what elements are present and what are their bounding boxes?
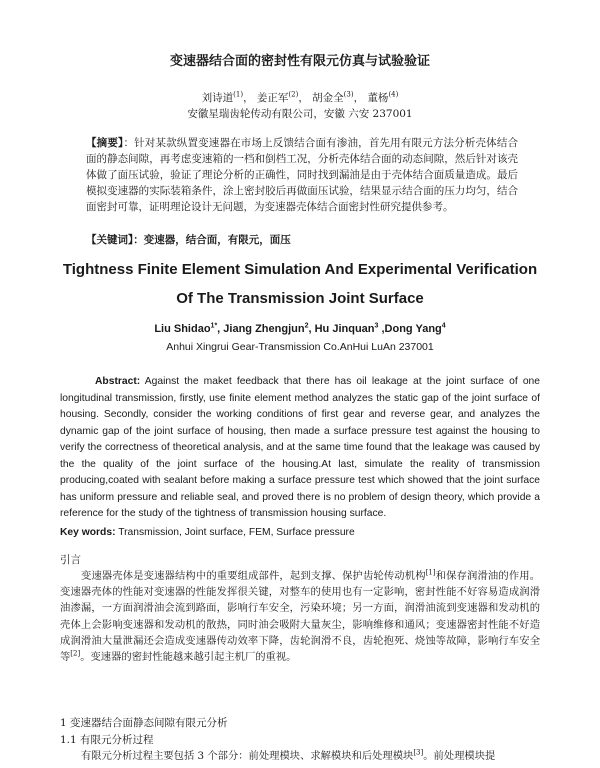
paragraph-text: 。变速器的密封性能越来越引起主机厂的重视。	[80, 651, 297, 664]
english-title-line-2: Of The Transmission Joint Surface	[176, 290, 424, 307]
chinese-affiliation: 安徽星瑞齿轮传动有限公司，安徽 六安 237001	[187, 108, 413, 120]
author-separator: ，	[353, 92, 365, 104]
introduction-paragraph	[60, 568, 540, 665]
paragraph-text: 和保存润滑油的作用。变速器壳体的性能对变速器的性能发挥很关键，对整车的使用也有一定影响，密封性能不好容易造成润滑油渗漏，一方面润滑油会流到路面，影响行车安全，污染环境；另一方面，润滑油流到变速器和发动机的壳体上会影响变速器和发动机的散热，同时油会吸附大量灰尘，影响维修和通风；变速器密封性能不好造成润滑油大量泄漏还会造成变速器传动效率下降，齿轮润滑不良，齿轮抱死、烧蚀等故障，影响行车安全等	[60, 570, 540, 664]
author-name: Dong Yang	[384, 323, 442, 335]
english-abstract	[60, 374, 540, 523]
chinese-abstract	[86, 135, 518, 215]
english-keywords-label: Key words:	[60, 527, 116, 538]
citation-ref: [1]	[425, 568, 436, 577]
section-1-1-paragraph	[60, 748, 540, 766]
author-name: Jiang Zhengjun	[223, 323, 305, 335]
english-abstract-text: Against the maket feedback that there has oil leakage at the joint surface of one longitudinal transmission, firstly, use finite element method analyzes the static gap of the joint surface of housing. Secondly, consider the working conditions of first gear and reverse gear, and analyzes the dynamic gap of the joint surface of housing, then made a surface pressure test against the housing to verify the correctness of theoretical analysis, and at the same time found that the leakage was caused by the the quality of the joint surface of the housing.At last, simulate the reality of transmission producing,coated with sealant before making a surface pressure test which showed that the joint surface has uniform pressure and reliable seal, and proved there is no problem of design theory, which provide a reference for the study of the tightness of transmission housing surface.	[60, 376, 540, 519]
paragraph-text: 变速器壳体是变速器结构中的重要组成部件，起到支撑、保护齿轮传动机构	[81, 570, 426, 582]
chinese-authors	[0, 90, 600, 105]
author-mark: 2	[304, 322, 309, 330]
english-keywords	[60, 527, 540, 538]
english-title-line-1: Tightness Finite Element Simulation And Experimental Verification	[62, 261, 538, 278]
author-name: 刘诗道	[201, 92, 234, 104]
author-separator: ，	[243, 92, 254, 104]
author-name: Hu Jinquan	[314, 323, 375, 335]
chinese-keywords-label: 【关键词】	[86, 234, 134, 246]
chinese-abstract-text: ：针对某款纵置变速器在市场上反馈结合面有渗油，首先用有限元方法分析壳体结合面的静态间隙，再考虑变速箱的一档和倒档工况，分析壳体结合面的动态间隙，然后针对该壳体做了面压试验，验证了理论分析的正确性，同时找到漏油是由于壳体结合面质量造成。最后模拟变速器的实际装箱条件，涂上密封胶后再做面压试验，结果显示结合面的压力均匀，结合面密封可靠，证明理论设计无问题，为变速器壳体结合面密封性研究提供参考。	[86, 137, 519, 213]
author-mark: 3	[374, 322, 379, 330]
section-1-1-heading: 1.1 有限元分析过程	[60, 734, 154, 746]
citation-ref: [2]	[70, 649, 81, 658]
author-name: Liu Shidao	[154, 323, 211, 335]
author-mark: 4	[441, 322, 446, 330]
author-separator: ,	[217, 323, 224, 335]
chinese-keywords	[86, 232, 518, 247]
section-1-heading: 1 变速器结合面静态间隙有限元分析	[60, 717, 228, 729]
chinese-keywords-text: ：变速器，结合面，有限元，面压	[133, 234, 291, 246]
author-separator: ，	[298, 92, 309, 104]
author-mark: (3)	[343, 90, 354, 99]
author-separator: ,	[308, 323, 315, 335]
paragraph-text: 。前处理模块提	[423, 750, 496, 762]
author-mark: 1*	[210, 322, 218, 330]
introduction-heading: 引言	[60, 554, 81, 566]
english-keywords-text: Transmission, Joint surface, FEM, Surface pressure	[115, 527, 355, 538]
author-mark: (2)	[288, 90, 299, 99]
author-name: 胡金全	[312, 92, 344, 104]
author-name: 姜正军	[256, 92, 289, 104]
english-abstract-label: Abstract:	[95, 376, 141, 387]
author-mark: (4)	[388, 90, 399, 99]
citation-ref: [3]	[413, 748, 424, 757]
author-separator: ,	[378, 323, 385, 335]
chinese-abstract-label: 【摘要】	[86, 137, 124, 149]
english-authors	[0, 323, 600, 335]
english-affiliation: Anhui Xingrui Gear-Transmission Co.AnHui LuAn 237001	[166, 341, 434, 353]
paragraph-text: 有限元分析过程主要包括 3 个部分：前处理模块、求解模块和后处理模块	[81, 750, 414, 762]
author-name: 董杨	[367, 92, 389, 104]
chinese-title: 变速器结合面的密封性有限元仿真与试验验证	[169, 54, 430, 69]
author-mark: (1)	[233, 90, 244, 99]
